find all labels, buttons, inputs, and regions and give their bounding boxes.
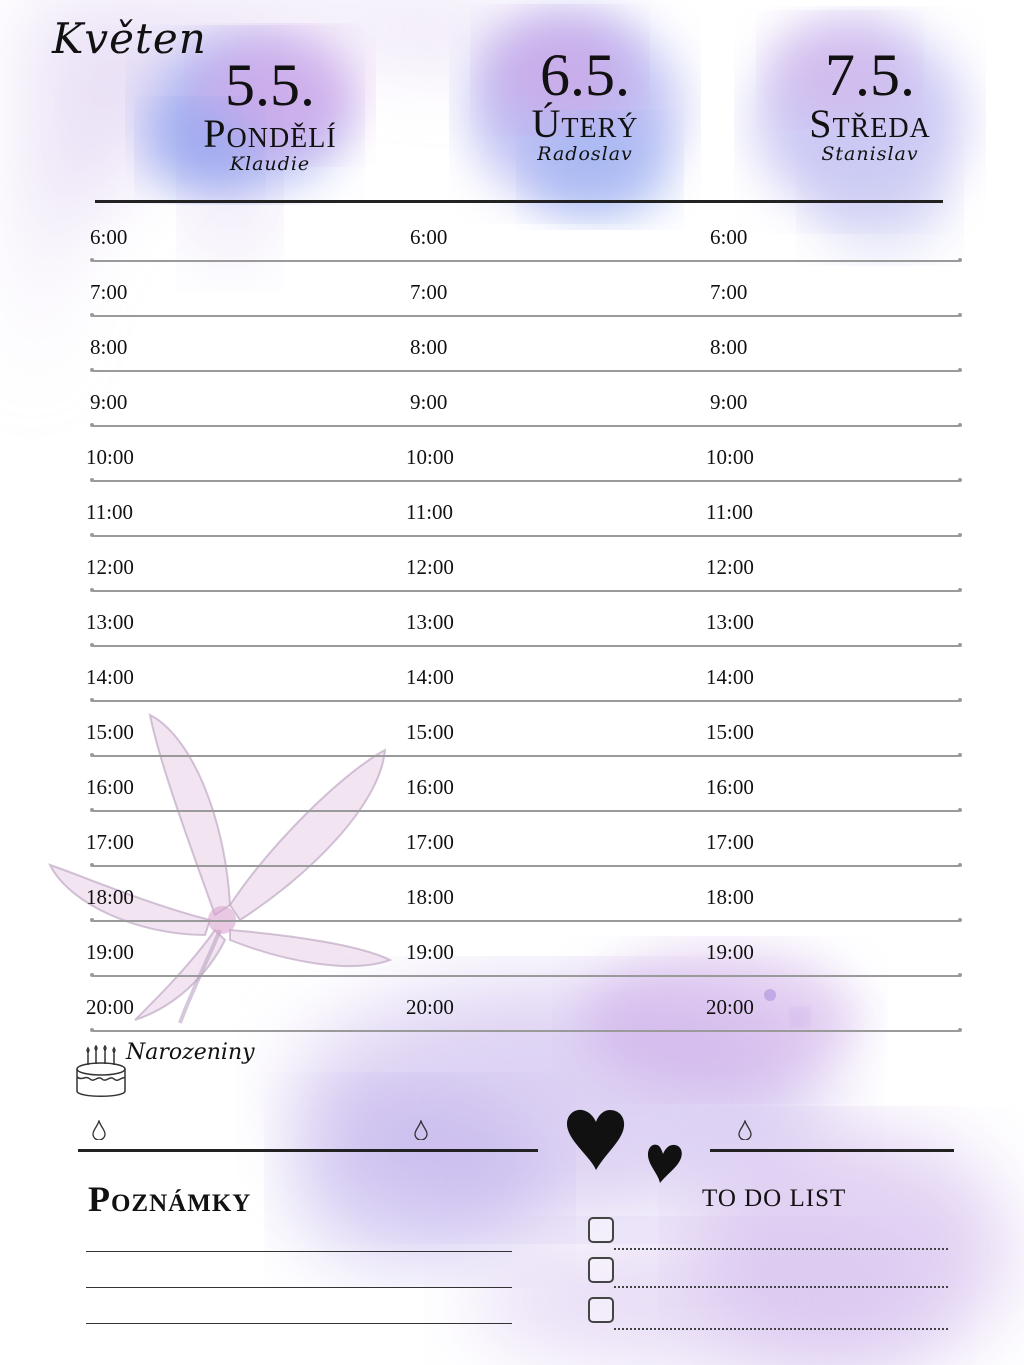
todo-checkbox[interactable] xyxy=(588,1257,614,1283)
time-label: 14:00 xyxy=(406,665,454,689)
notes-divider xyxy=(78,1149,538,1152)
time-label: 18:00 xyxy=(706,885,754,909)
time-label: 17:00 xyxy=(86,830,134,854)
time-label: 13:00 xyxy=(706,610,754,634)
day-name: Úterý xyxy=(531,101,639,146)
time-label: 13:00 xyxy=(406,610,454,634)
time-label: 16:00 xyxy=(706,775,754,799)
nameday: Radoslav xyxy=(537,143,633,165)
time-label: 9:00 xyxy=(410,390,448,414)
todo-line[interactable] xyxy=(614,1248,948,1251)
day-header-monday xyxy=(150,52,390,175)
note-line[interactable] xyxy=(86,1287,512,1288)
time-label: 8:00 xyxy=(410,335,448,359)
time-label: 20:00 xyxy=(406,995,454,1019)
nameday: Klaudie xyxy=(229,153,311,175)
time-slot-line[interactable] xyxy=(93,700,959,702)
time-slot-line[interactable] xyxy=(93,1030,959,1032)
todo-title: TO DO LIST xyxy=(702,1185,847,1212)
time-label: 8:00 xyxy=(710,335,748,359)
time-label: 11:00 xyxy=(706,500,754,524)
time-slot-line[interactable] xyxy=(93,645,959,647)
drop-icon xyxy=(738,1120,752,1140)
time-label: 19:00 xyxy=(86,940,134,964)
time-label: 10:00 xyxy=(86,445,134,469)
time-slot-line[interactable] xyxy=(93,755,959,757)
time-slot-line[interactable] xyxy=(93,865,959,867)
time-label: 19:00 xyxy=(706,940,754,964)
day-date: 6.5. xyxy=(540,42,630,108)
time-label: 11:00 xyxy=(406,500,454,524)
todo-line[interactable] xyxy=(614,1328,948,1331)
day-date: 7.5. xyxy=(825,42,915,108)
time-label: 17:00 xyxy=(706,830,754,854)
drop-icon xyxy=(92,1120,106,1140)
todo-checkbox[interactable] xyxy=(588,1297,614,1323)
time-label: 6:00 xyxy=(410,225,448,249)
time-label: 7:00 xyxy=(90,280,128,304)
time-slot-line[interactable] xyxy=(93,920,959,922)
time-label: 14:00 xyxy=(86,665,134,689)
time-slot-line[interactable] xyxy=(93,975,959,977)
time-label: 10:00 xyxy=(706,445,754,469)
time-label: 18:00 xyxy=(86,885,134,909)
time-slot-line[interactable] xyxy=(93,425,959,427)
time-label: 12:00 xyxy=(406,555,454,579)
time-slot-line[interactable] xyxy=(93,535,959,537)
time-label: 19:00 xyxy=(406,940,454,964)
time-label: 11:00 xyxy=(86,500,134,524)
time-slot-line[interactable] xyxy=(93,480,959,482)
heart-icon xyxy=(565,1108,627,1172)
time-slot-line[interactable] xyxy=(93,315,959,317)
heart-icon xyxy=(646,1140,684,1184)
time-label: 7:00 xyxy=(710,280,748,304)
month-title: Květen xyxy=(52,14,207,63)
todo-divider xyxy=(710,1149,954,1152)
note-line[interactable] xyxy=(86,1323,512,1324)
time-label: 18:00 xyxy=(406,885,454,909)
time-label: 15:00 xyxy=(86,720,134,744)
time-label: 6:00 xyxy=(710,225,748,249)
drop-icon xyxy=(414,1120,428,1140)
time-label: 15:00 xyxy=(706,720,754,744)
time-label: 15:00 xyxy=(406,720,454,744)
todo-line[interactable] xyxy=(614,1286,948,1289)
day-name: Středa xyxy=(809,101,931,146)
time-label: 20:00 xyxy=(86,995,134,1019)
time-slot-line[interactable] xyxy=(93,260,959,262)
notes-title: Poznámky xyxy=(88,1179,252,1219)
time-label: 16:00 xyxy=(86,775,134,799)
time-slot-line[interactable] xyxy=(93,810,959,812)
birthday-cake-icon xyxy=(72,1045,130,1103)
time-label: 13:00 xyxy=(86,610,134,634)
time-label: 7:00 xyxy=(410,280,448,304)
time-label: 9:00 xyxy=(710,390,748,414)
time-label: 14:00 xyxy=(706,665,754,689)
time-slot-line[interactable] xyxy=(93,370,959,372)
time-slot-line[interactable] xyxy=(93,590,959,592)
time-label: 10:00 xyxy=(406,445,454,469)
note-line[interactable] xyxy=(86,1251,512,1252)
birthdays-label: Narozeniny xyxy=(126,1040,255,1065)
time-label: 9:00 xyxy=(90,390,128,414)
time-label: 8:00 xyxy=(90,335,128,359)
header-divider xyxy=(95,200,943,203)
time-label: 17:00 xyxy=(406,830,454,854)
time-label: 12:00 xyxy=(86,555,134,579)
nameday: Stanislav xyxy=(821,143,919,165)
day-date: 5.5. xyxy=(225,52,315,118)
day-header-tuesday xyxy=(465,42,705,165)
time-label: 12:00 xyxy=(706,555,754,579)
time-label: 16:00 xyxy=(406,775,454,799)
day-header-wednesday xyxy=(750,42,990,165)
day-name: Pondělí xyxy=(203,111,337,156)
todo-checkbox[interactable] xyxy=(588,1217,614,1243)
time-label: 20:00 xyxy=(706,995,754,1019)
time-label: 6:00 xyxy=(90,225,128,249)
